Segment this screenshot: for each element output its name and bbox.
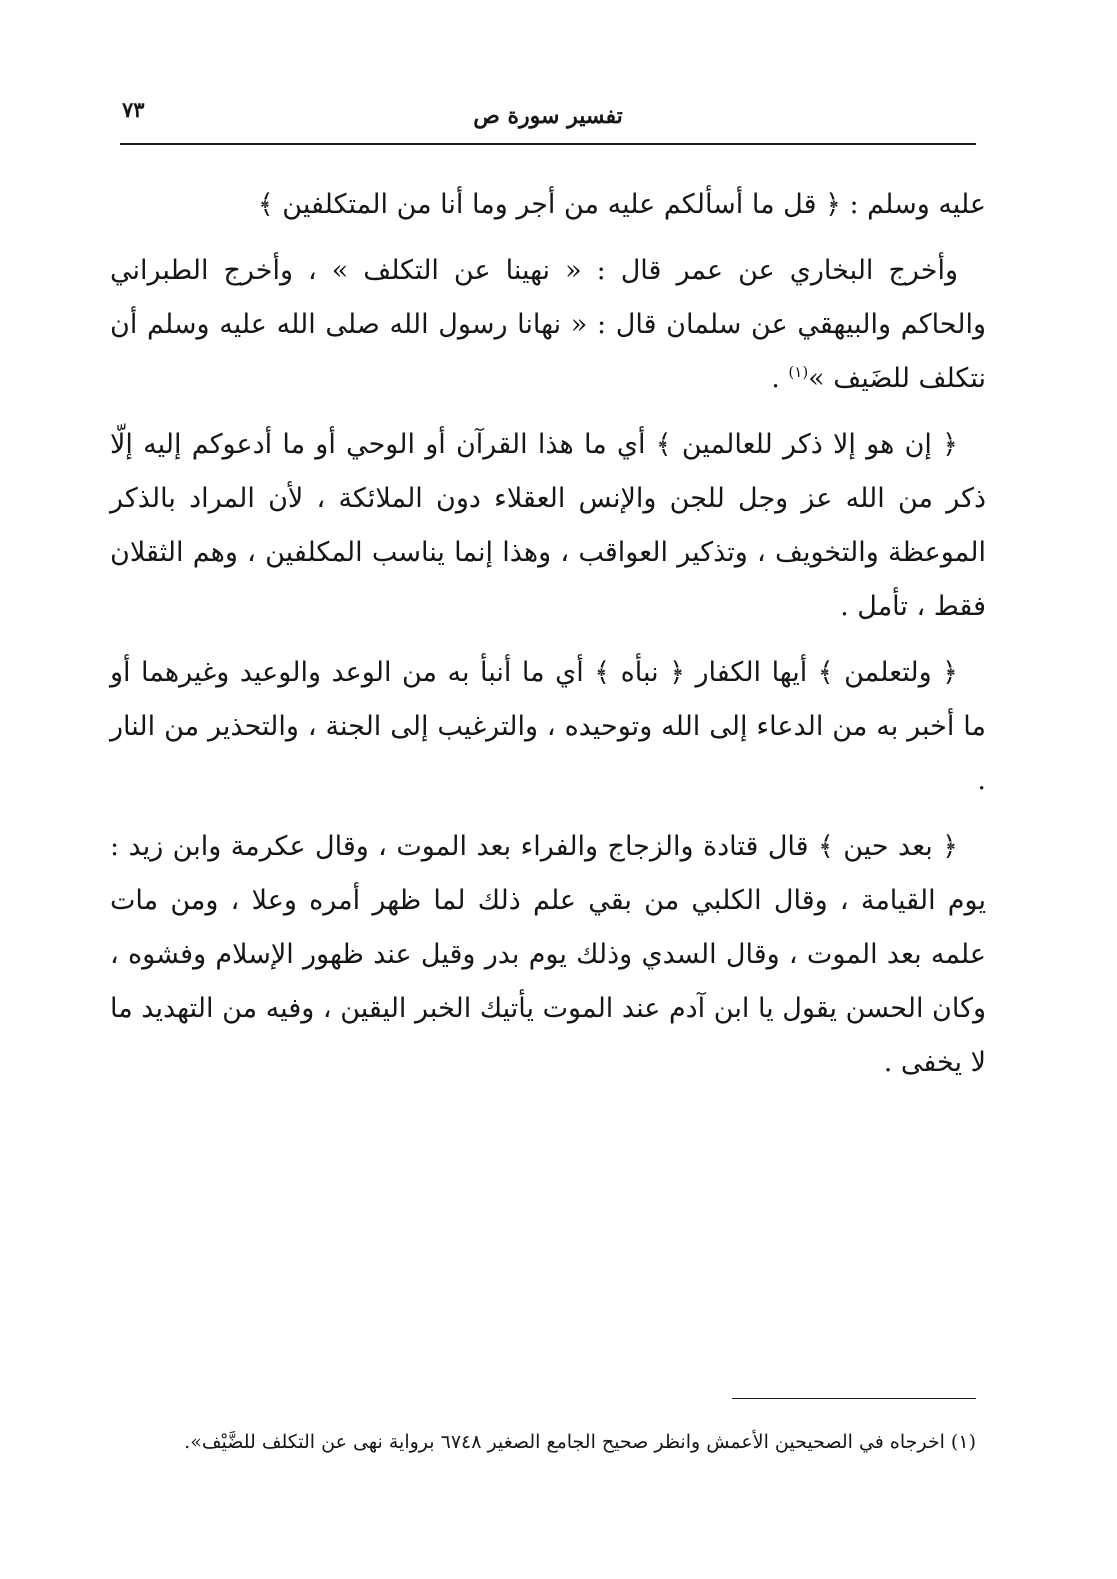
paragraph-text: وأخرج البخاري عن عمر قال : « نهينا عن التكلف » ، وأخرج الطبراني والحاكم والبيهقي عن سلمان قال : « نهانا رسول الله صلى الله عليه وسلم أن نتكلف للضَيف » bbox=[110, 255, 986, 394]
paragraph-text: ﴿ بعد حين ﴾ قال قتادة والزجاج والفراء بعد الموت ، وقال عكرمة وابن زيد : يوم القيامة ، وقال الكلبي من بقي علم ذلك لما ظهر أمره وعلا ، ومن مات علمه بعد الموت ، وقال السدي وذلك يوم بدر وقيل عند ظهور الإسلام وفشوه ، وكان الحسن يقول يا ابن آدم عند الموت يأتيك الخبر اليقين ، وفيه من التهديد ما لا يخفى . bbox=[110, 831, 986, 1078]
paragraph-baad-hin bbox=[110, 820, 986, 1090]
paragraph-text: عليه وسلم : ﴿ قل ما أسألكم عليه من أجر وما أنا من المتكلفين ﴾ bbox=[257, 189, 986, 220]
footnotes bbox=[98, 1422, 976, 1462]
footnote-reference: (١) bbox=[788, 363, 809, 381]
running-title: تفسير سورة ص bbox=[473, 103, 623, 129]
footnote-divider bbox=[732, 1398, 976, 1399]
page-header bbox=[120, 95, 976, 145]
paragraph-dhikr bbox=[110, 418, 986, 634]
paragraph-hadith bbox=[110, 244, 986, 406]
paragraph-text: ﴿ ولتعلمن ﴾ أيها الكفار ﴿ نبأه ﴾ أي ما أنبأ به من الوعد والوعيد وغيرهما أو ما أخبر به من الدعاء إلى الله وتوحيده ، والترغيب إلى الجنة ، والتحذير من النار . bbox=[110, 657, 986, 796]
page-number: ٧٣ bbox=[122, 97, 145, 122]
paragraph-text: ﴿ إن هو إلا ذكر للعالمين ﴾ أي ما هذا القرآن أو الوحي أو ما أدعوكم إليه إلّا ذكر من الله عز وجل للجن والإنس العقلاء دون الملائكة ، لأن المراد بالذكر الموعظة والتخويف ، وتذكير العواقب ، وهذا إنما يناسب المكلفين ، وهم الثقلان فقط ، تأمل . bbox=[110, 429, 986, 622]
paragraph-tail: . bbox=[771, 363, 789, 394]
paragraph-continuation bbox=[110, 178, 986, 232]
paragraph-naba bbox=[110, 646, 986, 808]
footnote-item: (١) اخرجاه في الصحيحين الأعمش وانظر صحيح الجامع الصغير ٦٧٤٨ برواية نهى عن التكلف للضَّيْف». bbox=[184, 1431, 976, 1453]
main-text bbox=[110, 178, 986, 1102]
